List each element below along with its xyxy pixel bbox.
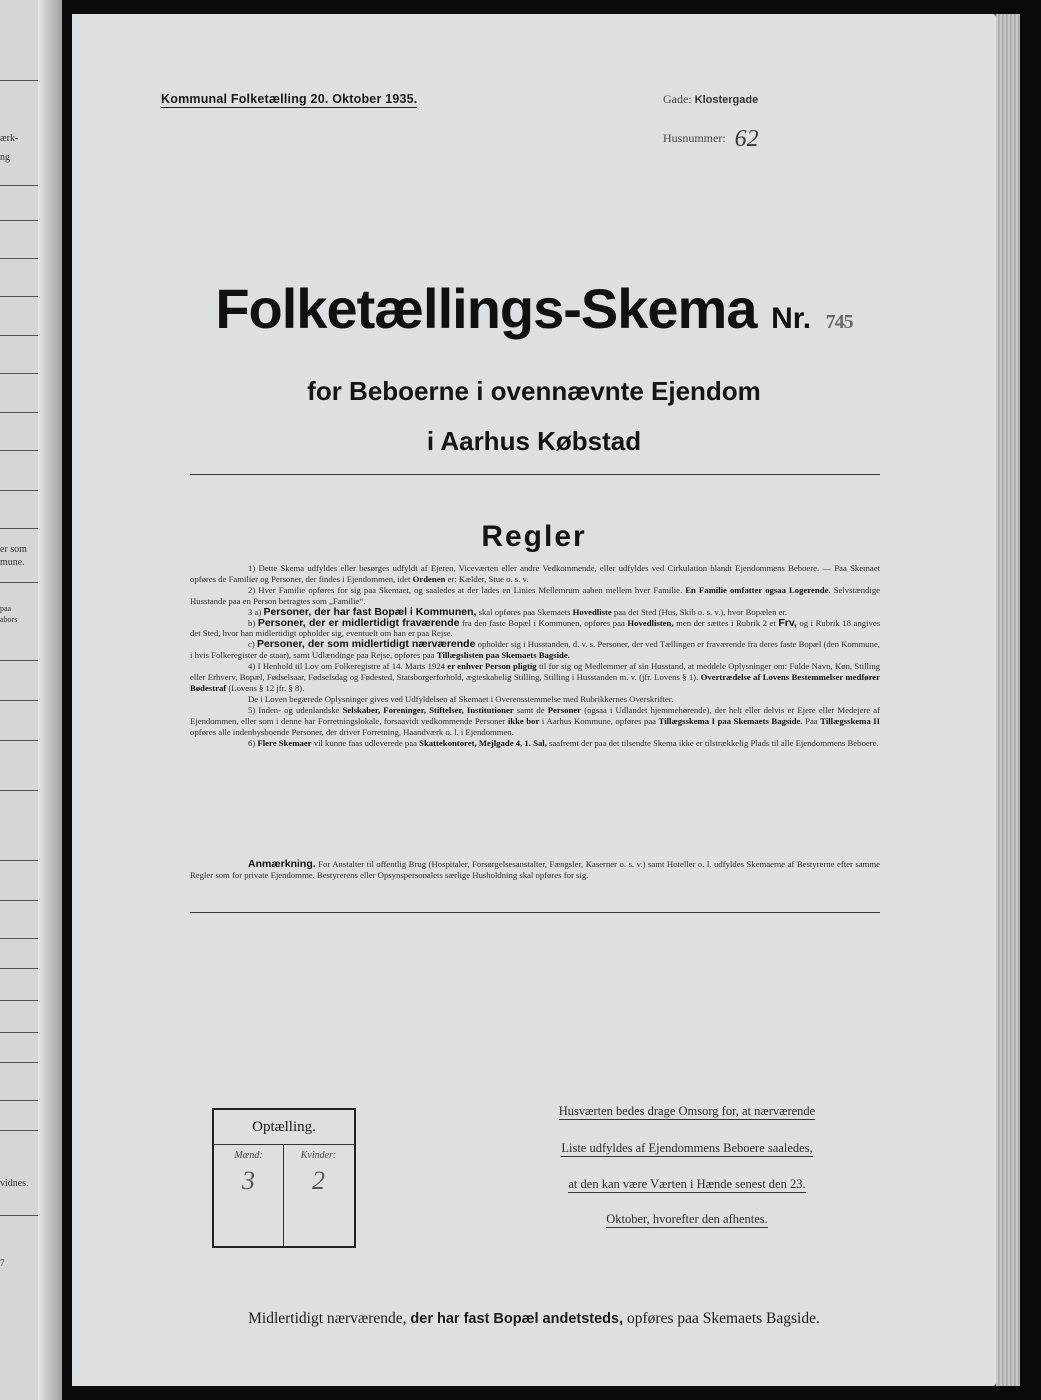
count-box: [212, 1108, 356, 1248]
margin-fragment: 7: [0, 1258, 5, 1268]
rule-line: [0, 185, 38, 186]
women-count: 2: [312, 1166, 325, 1195]
house-number-field: [663, 122, 759, 152]
rule-line: [0, 335, 38, 336]
census-form-page: [72, 14, 996, 1386]
rule-line: [0, 373, 38, 374]
nr-value: 745: [825, 311, 853, 333]
rule-line: [0, 582, 38, 583]
rule-line: [0, 938, 38, 939]
instruction-line: at den kan være Værten i Hænde senest den 23.: [568, 1177, 806, 1191]
rule-1: 1) Dette Skema udfyldes eller besørges udfyldt af Ejeren, Viceværten eller andre Vedkommende, eller udfyldes ved Cirkulation blandt Ejendommens Beboere. — Paa Skemaet opføres de Familier og Personer, der findes i Ejendommen, idet Ordenen er: Kælder, Stue o. s. v.: [190, 563, 880, 584]
divider: [190, 474, 880, 475]
rule-line: [0, 1032, 38, 1033]
rule-line: [0, 490, 38, 491]
form-title: [72, 276, 996, 341]
rule-6: 6) Flere Skemaer vil kunne faas udleverede paa Skattekontoret, Mejlgade 4, 1. Sal, saafremt der paa det tilsendte Skema ikke er tilstrækkelig Plads til alle Ejendommens Beboere.: [248, 737, 879, 748]
house-number-value: 62: [734, 126, 759, 152]
instruction-line: Oktober, hvorefter den afhentes.: [606, 1212, 768, 1226]
rule-line: [0, 450, 38, 451]
annotation-note: [190, 859, 880, 881]
rule-line: [0, 258, 38, 259]
book-gutter: [38, 0, 62, 1400]
margin-fragment: er som: [0, 544, 27, 555]
annotation-label: Anmærkning.: [248, 858, 316, 870]
rule-line: [0, 1000, 38, 1001]
footer-note: [72, 1310, 996, 1328]
rule-line: [0, 860, 38, 861]
rule-line: [0, 1215, 38, 1216]
women-label: Kvinder:: [300, 1150, 337, 1161]
left-facing-page: [0, 0, 62, 1400]
census-title: Kommunal Folketælling 20. Oktober 1935.: [161, 92, 418, 106]
rule-3b: b) Personer, der er midlertidigt fraværende fra den faste Bopæl i Kommunen, opføres paa Hovedlisten, men der sættes i Rubrik 2 et Frv, og i Rubrik 18 angives det Sted, hvor han midlertidigt opholder sig, eventuelt om han er paa Rejse.: [190, 616, 881, 639]
rule-line: [0, 700, 38, 701]
rule-line: [0, 900, 38, 901]
rule-line: [0, 412, 38, 413]
footer-bold: der har fast Bopæl andetsteds,: [410, 1311, 624, 1327]
instruction-line: Liste udfyldes af Ejendommens Beboere saaledes,: [561, 1141, 813, 1155]
street-label: Gade:: [663, 92, 692, 106]
street-value: Klostergade: [694, 94, 759, 106]
men-count: 3: [242, 1166, 255, 1195]
count-box-title: Optælling.: [214, 1110, 354, 1145]
rule-3c: c) Personer, der som midlertidigt nærværende opholder sig i Husstanden, d. v. s. Personer, der ved Tællingen er fraværende fra deres faste Bopæl (den Kommune, i hvis Folkeregister de staar), samt Udlændinge paa Rejse, opføres paa Tillægslisten paa Skemaets Bagside.: [190, 638, 881, 661]
rule-line: [0, 790, 38, 791]
margin-fragment: vidnes.: [0, 1178, 29, 1189]
margin-fragment: paa: [0, 604, 12, 613]
house-number-label: Husnummer:: [663, 131, 726, 145]
rule-line: [0, 528, 38, 529]
rule-line: [0, 1100, 38, 1101]
margin-fragment: ærk-: [0, 133, 19, 144]
annotation-text: For Anstalter til offentlig Brug (Hospitaler, Forsørgelsesanstalter, Fængsler, Kaserner o. s. v.) samt Hoteller o. l. udfyldes Skemaerne af Bestyrerne efter samme Regler som for private Ejendomme. Bestyrerens eller Opsynspersonalets særlige Husholdning skal opføres for sig.: [190, 859, 881, 880]
rules-heading: Regler: [481, 520, 587, 553]
rule-2: 2) Hver Familie opføres for sig paa Skemaet, og saaledes at der lades en Linies Mellemrum aaben mellem hver Familie. En Familie omfatter ogsaa Logerende. Selvstændige Husstande paa en Person betragtes som „Familie“.: [190, 584, 881, 606]
page-stack-edge: [996, 14, 1020, 1386]
men-label: Mænd:: [234, 1150, 263, 1161]
street-field: [663, 92, 758, 107]
rule-4: 4) I Henhold til Lov om Folkeregistre af 14. Marts 1924 er enhver Person pligtig til for sig og Medlemmer af sin Husstand, at meddele Oplysninger om: Fulde Navn, Køn, Stilling eller Erhverv, Bopæl, Fødselsaar, Fødselsdag og Fødested, Statsborgerforhold, ægteskabelig Stilling, Stilling i Husstanden m. v. (jfr. Lovens § 1). Overtrædelse af Lovens Bestemmelser medfører Bødestraf (Lovens § 12 jfr. § 8).: [190, 661, 881, 693]
instruction-line: Husværten bedes drage Omsorg for, at nærværende: [558, 1104, 816, 1118]
rule-line: [0, 660, 38, 661]
rule-line: [0, 220, 38, 221]
footer-post: opføres paa Skemaets Bagside.: [627, 1310, 820, 1327]
rule-3a: 3 a) Personer, der har fast Bopæl i Kommunen, skal opføres paa Skemaets Hovedliste paa det Sted (Hus, Skib o. s. v.), hvor Bopælen er.: [248, 605, 788, 618]
rule-line: [0, 296, 38, 297]
divider: [190, 912, 880, 913]
rules-text: [190, 563, 880, 748]
rule-line: [0, 1130, 38, 1131]
nr-label: Nr.: [771, 302, 812, 335]
rule-line: [0, 1062, 38, 1063]
footer-pre: Midlertidigt nærværende,: [248, 1310, 407, 1327]
form-subtitle-town: i Aarhus Købstad: [426, 426, 642, 456]
rule-line: [0, 968, 38, 969]
rule-4b: De i Loven begærede Oplysninger gives ved Udfyldelsen af Skemaet i Overensstemmelse med Rubrikkernes Overskrifter.: [248, 693, 674, 704]
margin-fragment: abors: [0, 615, 18, 624]
margin-fragment: ng: [0, 152, 10, 163]
form-subtitle: for Beboerne i ovennævnte Ejendom: [307, 376, 761, 406]
margin-fragment: mune.: [0, 557, 25, 568]
rule-5: 5) Inden- og udenlandske Selskaber, Foreninger, Stiftelser, Institutioner samt de Personer (ogsaa i Udlandet hjemmehørende), der helt eller delvis er Ejere eller Medejere af Ejendommen, eller som i denne har Forretningslokale, forsaavidt vedkommende Personer ikke bor i Aarhus Kommune, opføres paa Tillægsskema I paa Skemaets Bagside. Paa Tillægsskema II opføres alle indenbysboende Personer, der driver Forretning, Haandværk o. l. i Ejendommen.: [190, 704, 881, 737]
rule-line: [0, 740, 38, 741]
rule-line: [0, 80, 38, 81]
form-title-text: Folketællings-Skema: [215, 277, 757, 340]
